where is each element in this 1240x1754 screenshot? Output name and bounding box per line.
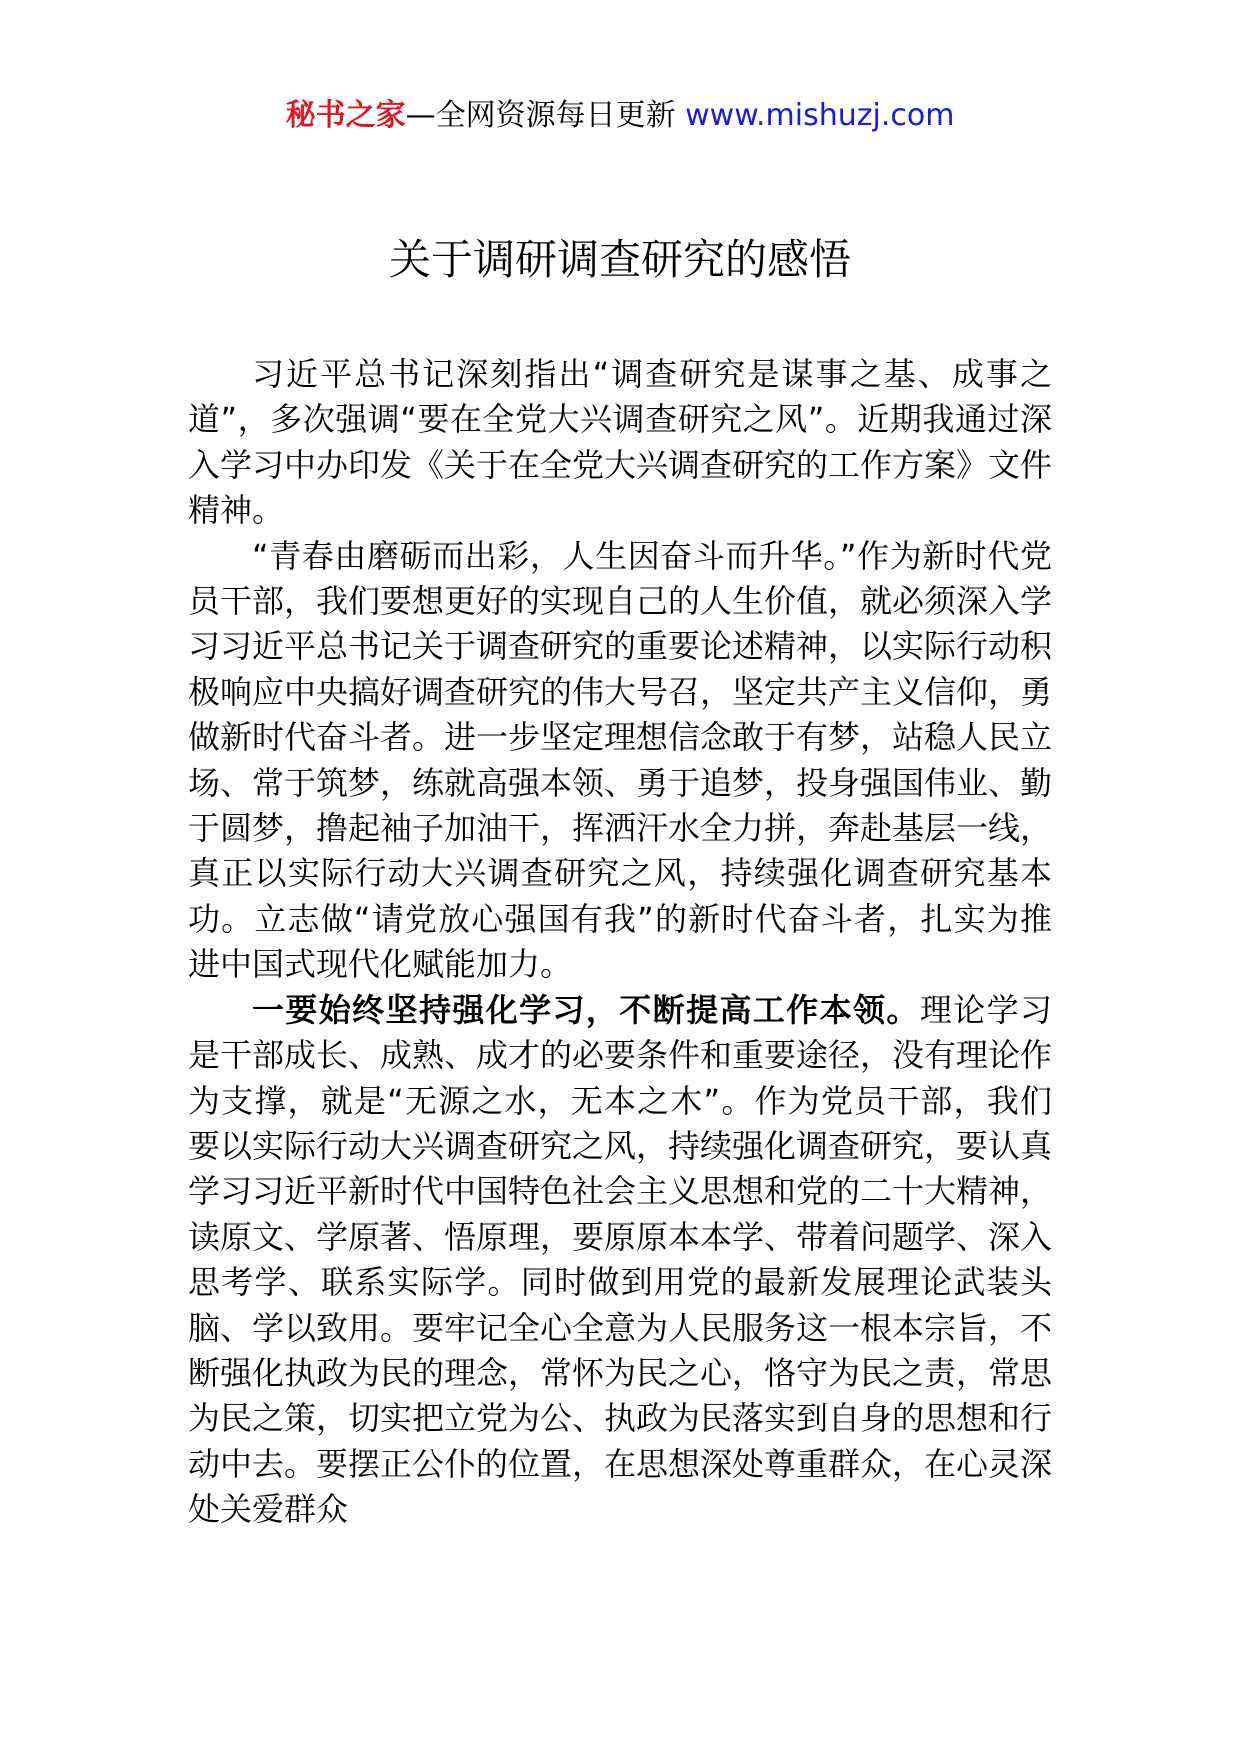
document-title: 关于调研调查研究的感悟 — [388, 235, 851, 284]
paragraph-lead-heading: 一要始终坚持强化学习，不断提高工作本领。 — [252, 990, 920, 1029]
paragraph-youth — [188, 534, 1052, 988]
document-body — [188, 352, 1052, 1533]
paragraph-text: 习近平总书记深刻指出“调查研究是谋事之基、成事之道”，多次强调“要在全党大兴调查研究之风”。近期我通过深入学习中办印发《关于在全党大兴调查研究的工作方案》文件精神。 — [188, 355, 1053, 530]
paragraph-text: “青春由磨砺而出彩，人生因奋斗而升华。”作为新时代党员干部，我们要想更好的实现自己的人生价值，就必须深入学习习近平总书记关于调查研究的重要论述精神，以实际行动积极响应中央搞好调查研究的伟大号召，坚定共产主义信仰，勇做新时代奋斗者。进一步坚定理想信念敢于有梦，站稳人民立场、常于筑梦，练就高强本领、勇于追梦，投身强国伟业、勤于圆梦，撸起袖子加油干，挥洒汗水全力拼，奔赴基层一线，真正以实际行动大兴调查研究之风，持续强化调查研究基本功。立志做“请党放心强国有我”的新时代奋斗者，扎实为推进中国式现代化赋能加力。 — [188, 536, 1053, 984]
brand-name: 秘书之家 — [285, 98, 406, 133]
paragraph-intro — [188, 352, 1052, 534]
site-header — [0, 96, 1240, 136]
header-slogan: —全网资源每日更新 — [405, 98, 686, 133]
paragraph-text: 理论学习是干部成长、成熟、成才的必要条件和重要途径，没有理论作为支撑，就是“无源之水，无本之木”。作为党员干部，我们要以实际行动大兴调查研究之风，持续强化调查研究，要认真学习习近平新时代中国特色社会主义思想和党的二十大精神，读原文、学原著、悟原理，要原原本本学、带着问题学、深入思考学、联系实际学。同时做到用党的最新发展理论武装头脑、学以致用。要牢记全心全意为人民服务这一根本宗旨，不断强化执政为民的理念，常怀为民之心，恪守为民之责，常思为民之策，切实把立党为公、执政为民落实到自身的思想和行动中去。要摆正公仆的位置，在思想深处尊重群众，在心灵深处关爱群众 — [188, 990, 1053, 1529]
paragraph-study — [188, 988, 1052, 1533]
site-url-link[interactable]: www.mishuzj.com — [685, 98, 955, 133]
